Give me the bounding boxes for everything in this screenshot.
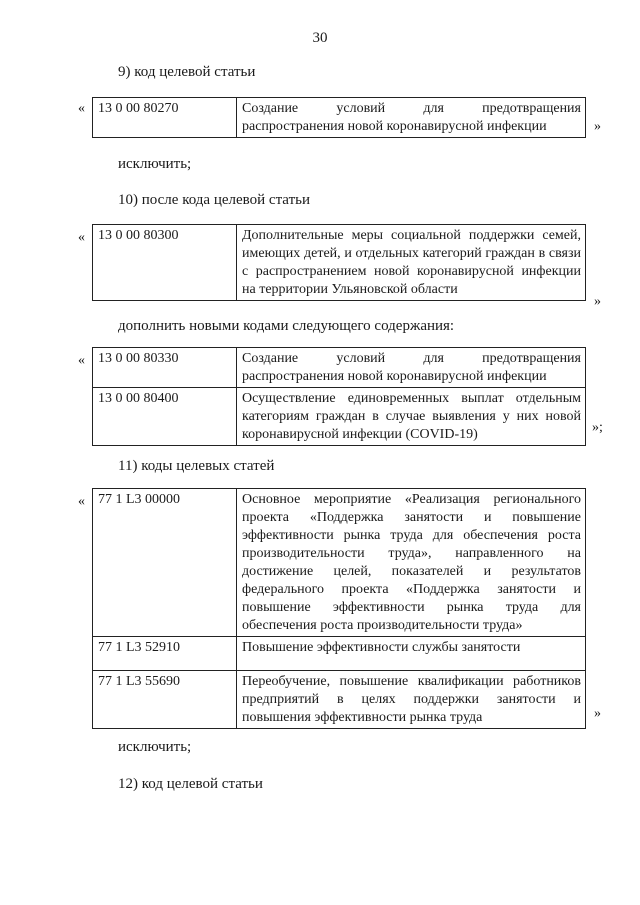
description-cell: Переобучение, повышение квалификации работников предприятий в целях поддержки занятости и повышения эффективности рынка труда [237,671,586,729]
code-cell: 77 1 L3 52910 [93,637,237,671]
code-table-item-9 [92,97,586,138]
open-quote: « [78,353,85,368]
table-row [93,637,586,671]
close-quote: » [594,119,601,134]
table-row [93,489,586,637]
table-row [93,671,586,729]
table-row [93,348,586,388]
close-quote: » [594,706,601,721]
table-row [93,388,586,446]
code-table-new-codes [92,347,586,446]
open-quote: « [78,101,85,116]
code-table-item-10 [92,224,586,301]
close-quote: »; [592,420,603,435]
code-cell: 13 0 00 80270 [93,98,237,138]
item-10-heading: 10) после кода целевой статьи [118,192,311,208]
description-cell: Осуществление единовременных выплат отдельным категориям граждан в случае выявления у них новой коронавирусной инфекции (COVID-19) [237,388,586,446]
item-12-heading: 12) код целевой статьи [118,776,263,792]
code-cell: 77 1 L3 00000 [93,489,237,637]
close-quote: » [594,294,601,309]
item-9-heading: 9) код целевой статьи [118,64,256,80]
description-cell: Основное мероприятие «Реализация регионального проекта «Поддержка занятости и повышение эффективности рынка труда для обеспечения роста производительности труда», направленного на достижение целей, показателей и результатов федерального проекта «Поддержка занятости и повышение эффективности рынка труда для обеспечения роста производительности труда» [237,489,586,637]
item-11-heading: 11) коды целевых статей [118,458,275,474]
open-quote: « [78,230,85,245]
description-cell: Дополнительные меры социальной поддержки семей, имеющих детей, и отдельных категорий граждан в связи с распространением новой коронавирусной инфекции на территории Ульяновской области [237,225,586,301]
item-11-action: исключить; [118,739,192,755]
code-cell: 77 1 L3 55690 [93,671,237,729]
item-10-action: дополнить новыми кодами следующего содержания: [118,318,455,334]
description-cell: Создание условий для предотвращения распространения новой коронавирусной инфекции [237,348,586,388]
code-cell: 13 0 00 80330 [93,348,237,388]
item-9-action: исключить; [118,156,192,172]
page-number: 30 [312,30,328,46]
code-cell: 13 0 00 80300 [93,225,237,301]
code-table-item-11 [92,488,586,729]
table-row [93,98,586,138]
description-cell: Создание условий для предотвращения распространения новой коронавирусной инфекции [237,98,586,138]
open-quote: « [78,494,85,509]
table-row [93,225,586,301]
code-cell: 13 0 00 80400 [93,388,237,446]
description-cell: Повышение эффективности службы занятости [237,637,586,671]
